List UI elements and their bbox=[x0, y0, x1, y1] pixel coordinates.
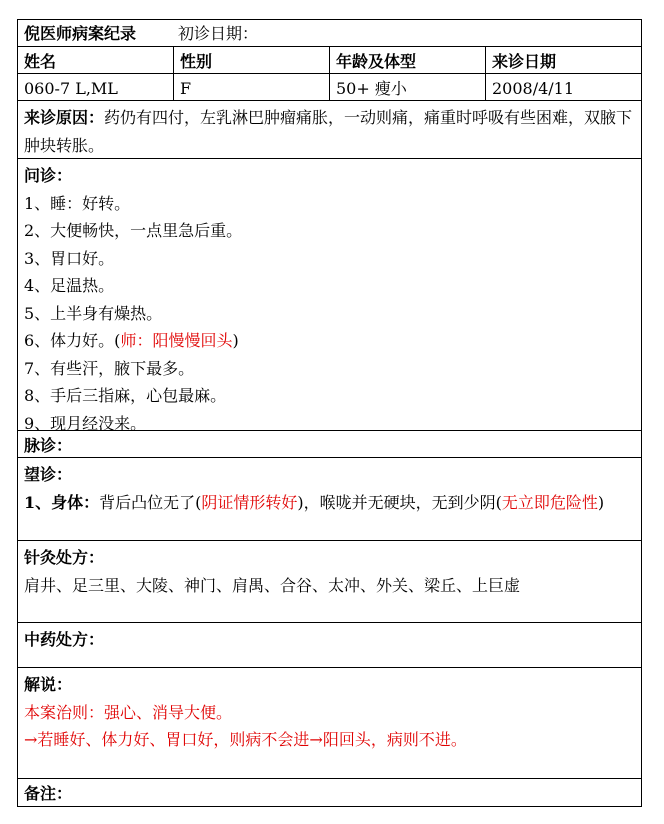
reason-text: 药仍有四付，左乳淋巴肿瘤痛胀，一动则痛，痛重时呼吸有些困难，双腋下肿块转胀。 bbox=[24, 108, 633, 155]
inquiry-item: 1、睡：好转。 bbox=[24, 193, 131, 213]
patient-row bbox=[18, 74, 642, 101]
first-visit-label: 初诊日期： bbox=[178, 24, 259, 43]
herbal-section bbox=[18, 623, 642, 668]
patient-age-body: 50+ 瘦小 bbox=[329, 74, 485, 100]
pulse-label: 脉诊： bbox=[24, 436, 73, 455]
inquiry-item: 5、上半身有燥热。 bbox=[24, 303, 163, 323]
remarks-label: 备注： bbox=[24, 784, 73, 803]
observation-note-1: 阴证情形转好 bbox=[201, 492, 298, 512]
explanation-line-2a: 若睡好、体力好、胃口好，则病不会进 bbox=[37, 730, 310, 749]
visit-date: 2008/4/11 bbox=[485, 74, 641, 100]
remarks-block bbox=[18, 779, 641, 806]
medical-record-table bbox=[17, 19, 642, 807]
visit-date-header: 来诊日期 bbox=[485, 47, 641, 73]
inquiry-item: 9、现月经没来。 bbox=[24, 413, 147, 433]
explanation-block bbox=[18, 668, 641, 778]
inquiry-item-6 bbox=[24, 327, 635, 355]
herbal-label: 中药处方： bbox=[24, 630, 105, 649]
observation-body bbox=[24, 489, 635, 517]
inquiry-section bbox=[18, 159, 642, 431]
patient-name: 060-7 L,ML bbox=[24, 79, 118, 98]
arrow-icon: → bbox=[309, 730, 323, 749]
sex-header: 性别 bbox=[173, 47, 329, 73]
observation-section bbox=[18, 458, 642, 541]
observation-note-2: 无立即危险性 bbox=[501, 492, 598, 512]
inquiry-item: 3、胃口好。 bbox=[24, 248, 115, 268]
inquiry-item: 7、有些汗，腋下最多。 bbox=[24, 358, 195, 378]
column-header-row bbox=[18, 47, 642, 74]
explanation-line-2 bbox=[24, 726, 635, 754]
reason-section bbox=[18, 101, 642, 159]
acupuncture-points: 肩井、足三里、大陵、神门、肩禺、合谷、太冲、外关、梁丘、上巨虚 bbox=[24, 575, 521, 595]
record-title: 倪医师病案纪录 bbox=[24, 24, 137, 43]
explanation-label: 解说： bbox=[24, 675, 73, 694]
inquiry-label: 问诊： bbox=[24, 166, 73, 185]
inquiry-item: 4、足温热。 bbox=[24, 276, 115, 295]
teacher-note: 师：阳慢慢回头 bbox=[120, 331, 233, 350]
inquiry-item: 2、大便畅快，一点里急后重。 bbox=[24, 221, 243, 240]
explanation-line-1: 本案治则：强心、消导大便。 bbox=[24, 702, 233, 722]
observation-block bbox=[18, 458, 641, 540]
explanation-section bbox=[18, 668, 642, 779]
inquiry-item-6-text: 6、体力好。( bbox=[24, 331, 121, 350]
inquiry-item: 8、手后三指麻，心包最麻。 bbox=[24, 386, 227, 405]
acupuncture-block bbox=[18, 541, 641, 622]
title-row bbox=[18, 20, 642, 47]
observation-label: 望诊： bbox=[24, 465, 73, 484]
observation-text-2: )，喉咙并无硬块，无到少阴( bbox=[297, 492, 502, 512]
title-cell bbox=[18, 20, 641, 46]
pulse-block bbox=[18, 431, 641, 457]
body-label: 1、身体： bbox=[24, 492, 100, 512]
acupuncture-label: 针灸处方： bbox=[24, 548, 105, 567]
remarks-section bbox=[18, 779, 642, 807]
reason-label: 来诊原因： bbox=[24, 108, 105, 127]
name-header: 姓名 bbox=[24, 52, 57, 71]
acupuncture-section bbox=[18, 541, 642, 623]
inquiry-block bbox=[18, 159, 641, 433]
arrow-icon: → bbox=[24, 730, 38, 749]
patient-sex: F bbox=[173, 74, 329, 100]
explanation-line-2b: 阳回头，病则不进。 bbox=[322, 730, 467, 749]
age-header: 年龄及体型 bbox=[329, 47, 485, 73]
reason-block bbox=[18, 101, 641, 158]
inquiry-item-6-close: ) bbox=[232, 331, 239, 350]
observation-text-3: ) bbox=[597, 492, 605, 512]
herbal-block bbox=[18, 623, 641, 667]
observation-text-1: 背后凸位无了( bbox=[99, 492, 202, 512]
pulse-section bbox=[18, 431, 642, 458]
